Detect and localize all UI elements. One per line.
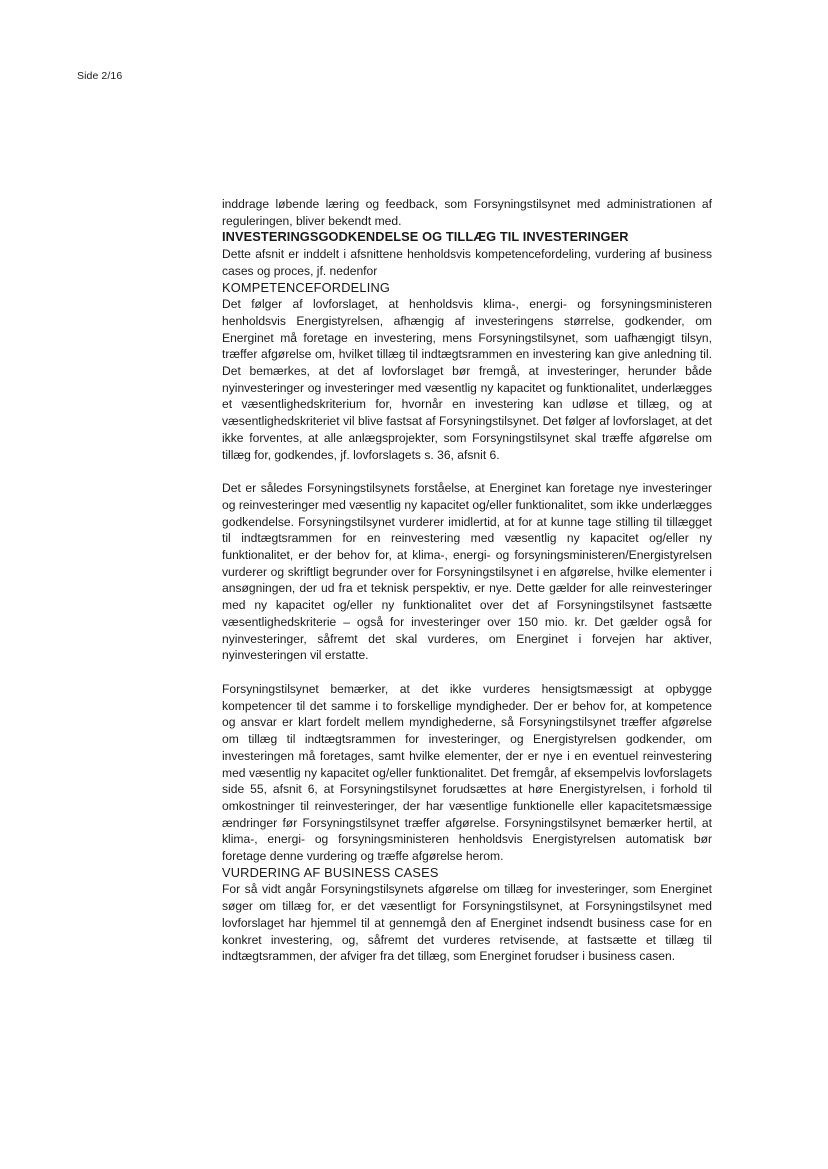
kompetence-paragraph-2: Det er således Forsyningstilsynets forståelse, at Energinet kan foretage nye investeringer og reinvesteringer med væsentlig ny kapacitet og/eller funktionalitet, som ikke underlægges godkendelse. Forsyningstilsynet vurderer imidlertid, at for at kunne tage stilling til tillægget til indtægtsrammen for en reinvestering med væsentlig ny kapacitet og/eller ny funktionalitet, er der behov for, at klima-, energi- og forsyningsministeren/Energistyrelsen vurderer og skriftligt begrunder over for Forsyningstilsynet i en afgørelse, hvilke elementer i ansøgningen, der ud fra et teknisk perspektiv, er nye. Dette gælder for alle reinvesteringer med ny kapacitet og/eller ny funktionalitet over det af Forsyningstilsynet fastsætte væsentlighedskriterie – også for investeringer over 150 mio. kr. Det gælder også for nyinvesteringer, såfremt det skal vurderes, om Energinet i forvejen har aktiver, nyinvesteringen vil erstatte. — [222, 481, 712, 663]
section-heading-kompetencefordeling: KOMPETENCEFORDELING — [222, 279, 391, 295]
document-body — [222, 196, 712, 965]
section-heading-investeringsgodkendelse: INVESTERINGSGODKENDELSE OG TILLÆG TIL INVESTERINGER — [222, 229, 629, 245]
kompetence-paragraph-1: Det følger af lovforslaget, at henholdsvis klima-, energi- og forsyningsministeren henholdsvis Energistyrelsen, afhængig af investeringens størrelse, godkender, om Energinet må foretage en investering, mens Forsyningstilsynet, som uafhængigt tilsyn, træffer afgørelse om, hvilket tillæg til indtægtsrammen en investering kan give anledning til. Det bemærkes, at det af lovforslaget bør fremgå, at investeringer, herunder både nyinvesteringer og investeringer med væsentlig ny kapacitet og funktionalitet, underlægges et væsentlighedskriterium for, hvornår en investering kan udløse et tillæg, og at væsentlighedskriteriet vil blive fastsat af Forsyningstilsynet. Det følger af lovforslaget, at det ikke forventes, at alle anlægsprojekter, som Forsyningstilsynet skal træffe afgørelse om tillæg for, godkendes, jf. lovforslagets s. 36, afsnit 6. — [222, 297, 712, 462]
intro-paragraph: inddrage løbende læring og feedback, som Forsyningstilsynet med administrationen af reguleringen, bliver bekendt med. — [222, 197, 712, 228]
section-heading-business-cases: VURDERING AF BUSINESS CASES — [222, 864, 439, 880]
kompetence-paragraph-3: Forsyningstilsynet bemærker, at det ikke vurderes hensigtsmæssigt at opbygge kompetencer til det samme i to forskellige myndigheder. Der er behov for, at kompetence og ansvar er klart fordelt mellem myndighederne, så Forsyningstilsynet træffer afgørelse om tillæg til indtægtsrammen for investeringer, og Energistyrelsen godkender, om investeringen må foretages, samt hvilke elementer, der er nye i en eventuel reinvestering med væsentlig ny kapacitet og/eller funktionalitet. Det fremgår, af eksempelvis lovforslagets side 55, afsnit 6, at Forsyningstilsynet forudsættes at høre Energistyrelsen, i forhold til omkostninger til reinvesteringer, der har væsentlige funktionelle eller kapacitetsmæssige ændringer før Forsyningstilsynet træffer afgørelse. Forsyningstilsynet bemærker hertil, at klima-, energi- og forsyningsministeren henholdsvis Energistyrelsen automatisk bør foretage denne vurdering og træffe afgørelse herom. — [222, 681, 712, 864]
business-cases-paragraph: For så vidt angår Forsyningstilsynets afgørelse om tillæg for investeringer, som Energinet søger om tillæg for, er det væsentligt for Forsyningstilsynet, at Forsyningstilsynet med lovforslaget har hjemmel til at gennemgå den af Energinet indsendt business case for en konkret investering, og, såfremt det vurderes retvisende, at fastsætte et tillæg til indtægtsrammen, der afviger fra det tillæg, som Energinet forudser i business casen. — [222, 882, 712, 964]
section-intro-paragraph: Dette afsnit er inddelt i afsnittene henholdsvis kompetencefordeling, vurdering af business cases og proces, jf. nedenfor — [222, 247, 712, 278]
page-number: Side 2/16 — [77, 70, 123, 82]
